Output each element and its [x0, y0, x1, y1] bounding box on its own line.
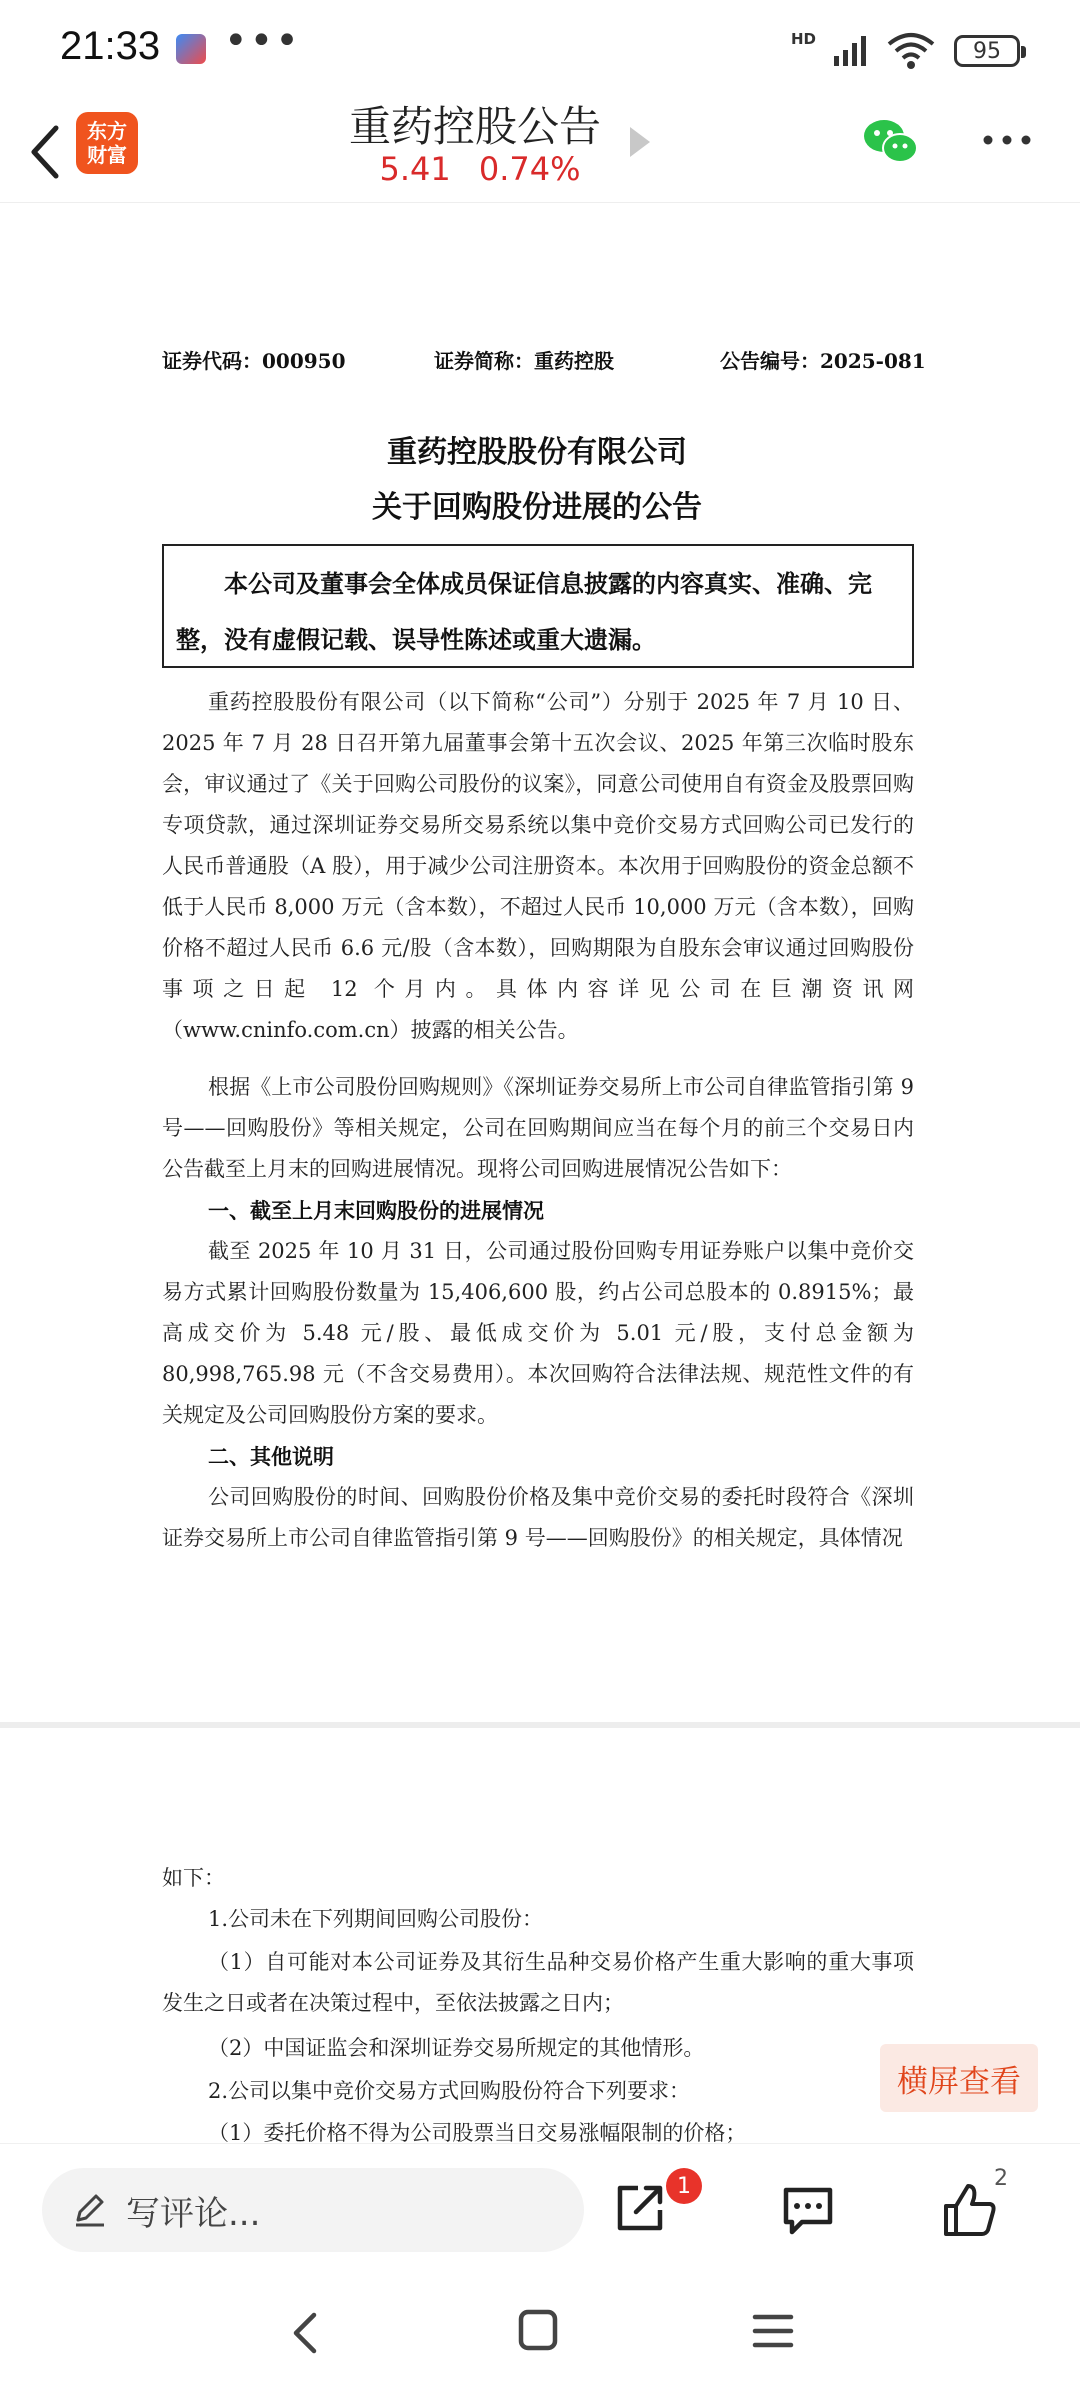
share-badge: 1 — [666, 2168, 702, 2204]
stock-change: 0.74% — [478, 150, 581, 188]
signal-icon — [834, 36, 868, 66]
landscape-view-button[interactable]: 横屏查看 — [880, 2044, 1038, 2112]
security-abbr: 证券简称：重药控股 — [434, 349, 614, 373]
page2-item-1: 1.公司未在下列期间回购公司股份： — [208, 1907, 544, 1931]
nav-menu-icon[interactable] — [752, 2311, 794, 2351]
nav-home-icon[interactable] — [518, 2309, 558, 2351]
paragraph-3: 截至 2025 年 10 月 31 日，公司通过股份回购专用证券账户以集中竞价交易方式累计回购股份数量为 15,406,600 股，约占公司总股本的 0.8915%；最高成交价为 5.48 元/股、最低成交价为 5.01 元/股，支付总金额为 80,998,765.98 元（不含交易费用）。本次回购符合法律法规、规范性文件的有关规定及公司回购股份方案的要求。 — [162, 1239, 914, 1427]
page2-item-2a: （1）委托价格不得为公司股票当日交易涨幅限制的价格； — [208, 2121, 747, 2143]
status-more-dots: ••• — [224, 18, 301, 64]
play-triangle-icon[interactable] — [630, 127, 650, 157]
more-options-icon[interactable] — [980, 120, 1034, 160]
stock-quote — [330, 150, 630, 188]
pencil-icon — [72, 2192, 108, 2228]
paragraph-2: 根据《上市公司股份回购规则》《深圳证券交易所上市公司自律监管指引第 9 号——回购股份》等相关规定，公司在回购期间应当在每个月的前三个交易日内公告截至上月末的回购进展情况。现将公司回购进展情况公告如下： — [162, 1075, 914, 1181]
doc-title-company: 重药控股股份有限公司 — [387, 435, 687, 470]
logo-line1: 东方 — [87, 119, 127, 143]
page2-item-2: 2.公司以集中竞价交易方式回购股份符合下列要求： — [208, 2079, 691, 2103]
share-icon[interactable] — [610, 2178, 670, 2238]
security-code: 证券代码：000950 — [162, 349, 346, 373]
like-count: 2 — [994, 2166, 1008, 2191]
logo-line2: 财富 — [87, 143, 127, 167]
paragraph-4: 公司回购股份的时间、回购股份价格及集中竞价交易的委托时段符合《深圳证券交易所上市公司自律监管指引第 9 号——回购股份》的相关规定，具体情况 — [162, 1485, 914, 1550]
battery-level: 95 — [973, 38, 1001, 64]
page2-item-1a: （1）自可能对本公司证券及其衍生品种交易价格产生重大影响的重大事项发生之日或者在决策过程中，至依法披露之日内； — [162, 1950, 914, 2015]
status-indicators — [791, 28, 1020, 74]
section-heading-1: 一、截至上月末回购股份的进展情况 — [208, 1198, 544, 1223]
page-divider — [0, 1722, 1080, 1728]
comment-input[interactable] — [42, 2168, 584, 2252]
wechat-share-icon[interactable] — [862, 114, 920, 170]
status-bar — [0, 0, 1080, 100]
notice-number: 公告编号：2025-081 — [720, 349, 926, 373]
title-bar — [0, 100, 1080, 203]
paragraph-1: 重药控股股份有限公司（以下简称“公司”）分别于 2025 年 7 月 10 日、2025 年 7 月 28 日召开第九届董事会第十五次会议、2025 年第三次临时股东会，审议通过了《关于回购公司股份的议案》，同意公司使用自有资金及股票回购专项贷款，通过深圳证券交易所交易系统以集中竞价交易方式回购公司已发行的人民币普通股（A 股），用于减少公司注册资本。本次用于回购股份的资金总额不低于人民币 8,000 万元（含本数），不超过人民币 10,000 万元（含本数），回购价格不超过人民币 6.6 元/股（含本数），回购期限为自股东会审议通过回购股份事项之日起 12 个月内。具体内容详见公司在巨潮资讯网（www.cninfo.com.cn）披露的相关公告。 — [162, 690, 914, 1042]
bottom-action-bar — [0, 2143, 1080, 2264]
page2-line-0: 如下： — [162, 1866, 225, 1890]
disclosure-statement-box: 本公司及董事会全体成员保证信息披露的内容真实、准确、完整，没有虚假记载、误导性陈述或重大遗漏。 — [162, 544, 914, 668]
page2-item-1b: （2）中国证监会和深圳证券交易所规定的其他情形。 — [208, 2036, 705, 2060]
app-notification-icon — [176, 34, 206, 64]
page-title: 重药控股公告 — [348, 102, 601, 151]
stock-price: 5.41 — [379, 150, 451, 188]
comment-placeholder: 写评论... — [126, 2193, 261, 2234]
section-heading-2: 二、其他说明 — [208, 1444, 334, 1469]
hd-label: HD — [790, 30, 816, 48]
app-logo — [76, 112, 138, 174]
doc-title-subject: 关于回购股份进展的公告 — [372, 490, 702, 525]
status-time: 21:33 — [60, 24, 161, 68]
thumbs-up-icon[interactable] — [940, 2180, 1000, 2240]
battery-indicator — [954, 35, 1020, 67]
message-icon[interactable] — [780, 2184, 836, 2236]
wifi-icon — [886, 32, 936, 70]
system-navigation-bar — [0, 2263, 1080, 2400]
back-arrow-icon[interactable] — [18, 112, 78, 182]
nav-back-icon[interactable] — [286, 2309, 326, 2357]
